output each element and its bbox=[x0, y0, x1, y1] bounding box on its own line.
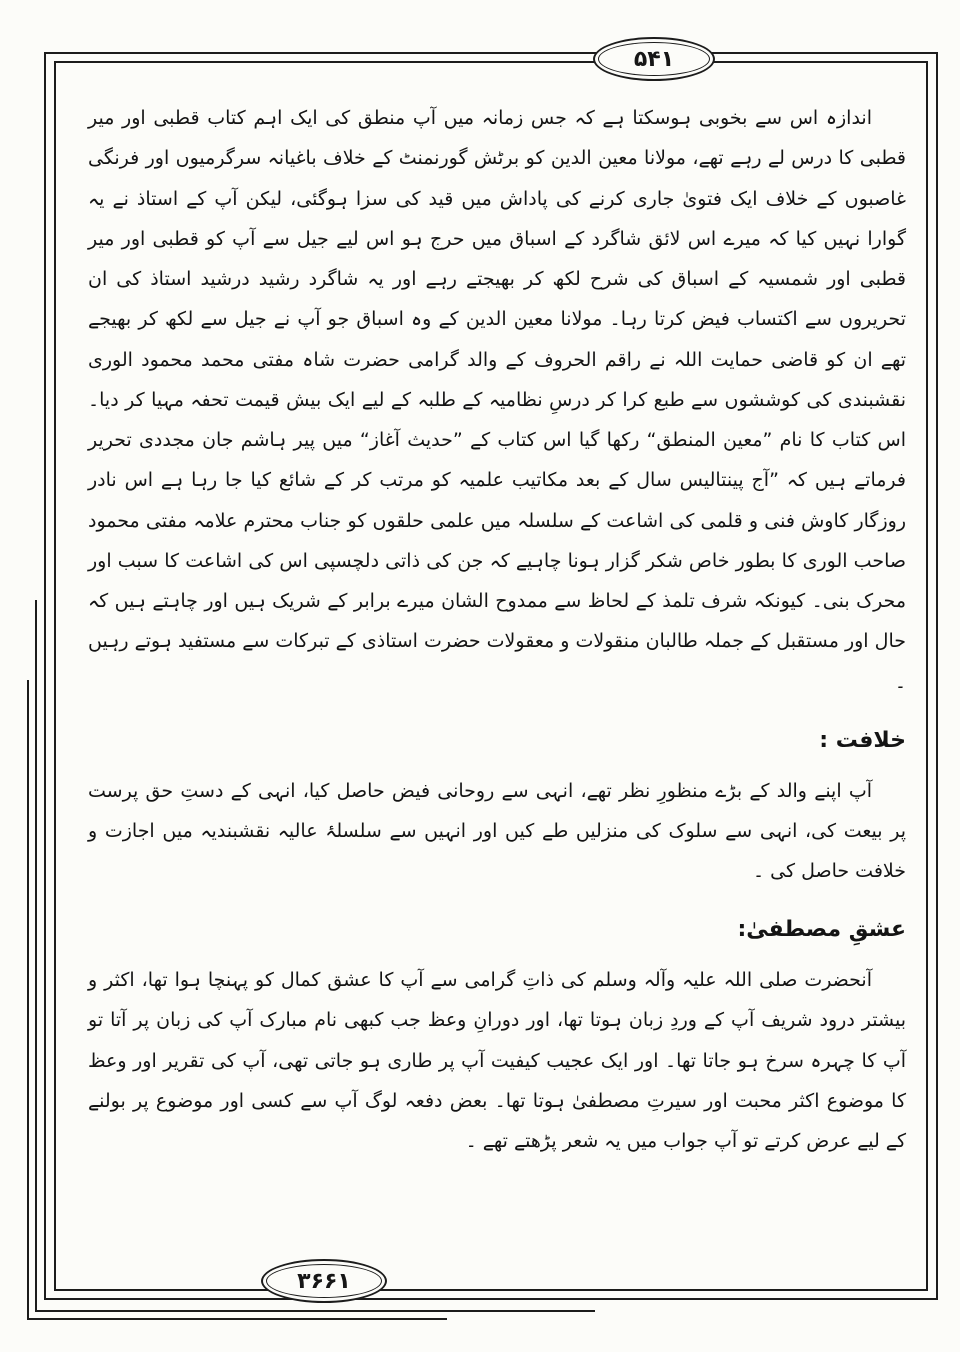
heading-khilafat: خلافت : bbox=[819, 727, 906, 753]
border-extra-left-rule bbox=[35, 600, 37, 1312]
heading-ishq-e-mustafa: عشقِ مصطفیٰ: bbox=[737, 917, 906, 943]
border-extra-left-rule-2 bbox=[27, 680, 29, 1320]
border-extra-bottom-rule-2 bbox=[27, 1318, 447, 1320]
page-content bbox=[88, 98, 906, 1161]
paragraph-khilafat: آپ اپنے والد کے بڑے منظورِ نظر تھے، انہی سے روحانی فیض حاصل کیا، انہی کے دستِ حق پرست پر بیعت کی، انہی سے سلوک کی منزلیں طے کیں اور انہیں سے سلسلۂ عالیہ نقشبندیہ میں اجازت و خلافت حاصل کی ۔ bbox=[88, 779, 906, 883]
page-number-bottom: ۳۶۶۱ bbox=[266, 1264, 382, 1298]
paragraph-intro: اندازہ اس سے بخوبی ہوسکتا ہے کہ جس زمانہ میں آپ منطق کی ایک اہم کتاب قطبی اور میر قطبی کا درس لے رہے تھے، مولانا معین الدین کو برٹش گورنمنٹ کے خلاف باغیانہ سرگرمیوں اور فرنگی غاصبوں کے خلاف ایک فتویٰ جاری کرنے کی پاداش میں قید کی سزا ہوگئی، لیکن آپ کے استاذ نے یہ گوارا نہیں کیا کہ میرے اس لائق شاگرد کے اسباق میں حرج ہو اس لیے جیل سے آپ کو قطبی اور میر قطبی اور شمسیہ کے اسباق کی شرح لکھ کر بھیجتے رہے اور یہ شاگرد رشید درشید استاذ کی ان تحریروں سے اکتساب فیض کرتا رہا۔ مولانا معین الدین کے وہ اسباق جو آپ نے جیل سے لکھ کر بھیجے تھے ان کو قاضی حمایت اللہ نے راقم الحروف کے والد گرامی حضرت شاہ مفتی محمد محمود الوری نقشبندی کی کوششوں سے طبع کرا کر درسِ نظامیہ کے طلبہ کے لیے ایک بیش قیمت تحفہ مہیا کر دیا۔ اس کتاب کا نام ”معین المنطق“ رکھا گیا اس کتاب کے ”حدیث آغاز“ میں پیر ہاشم جان مجددی تحریر فرماتے ہیں کہ ”آج پینتالیس سال کے بعد مکاتیب علمیہ کو مرتب کر کے شائع کیا جا رہا ہے اس نادر روزگار کاوش فنی و قلمی کی اشاعت کے سلسلہ میں علمی حلقوں کو جناب محترم علامہ مفتی محمود صاحب الوری کا بطور خاص شکر گزار ہونا چاہیے کہ جن کی ذاتی دلچسپی اس کی اشاعت کا سبب اور محرک بنی۔ کیونکہ شرف تلمذ کے لحاظ سے ممدوح الشان میرے برابر کے شریک ہیں اور چاہتے ہیں کہ حال اور مستقبل کے جملہ طالبان منقولات و معقولات حضرت استاذی کے تبرکات سے مستفید ہوتے رہیں ۔ bbox=[88, 107, 906, 693]
page-number-cartouche-top bbox=[593, 37, 715, 81]
page-number-cartouche-bottom bbox=[261, 1259, 387, 1303]
paragraph-ishq-e-mustafa: آنحضرت صلی اللہ علیہ وآلہ وسلم کی ذاتِ گرامی سے آپ کا عشق کمال کو پہنچا ہوا تھا، اکثر و بیشتر درود شریف آپ کے وردِ زبان ہوتا تھا، اور دورانِ وعظ جب کبھی نام مبارک آپ کی زبان پر آتا تو آپ کا چہرہ سرخ ہو جاتا تھا۔ اور ایک عجیب کیفیت آپ پر طاری ہو جاتی تھی، آپ کی تقریر اور وعظ کا موضوع اکثر محبت اور سیرتِ مصطفیٰ ہوتا تھا۔ بعض دفعہ لوگ آپ سے کسی اور موضوع پر بولنے کے لیے عرض کرتے تو آپ جواب میں یہ شعر پڑھتے تھے ۔ bbox=[88, 969, 906, 1153]
page-number-top: ۵۴۱ bbox=[598, 42, 710, 76]
border-extra-bottom-rule bbox=[35, 1310, 595, 1312]
